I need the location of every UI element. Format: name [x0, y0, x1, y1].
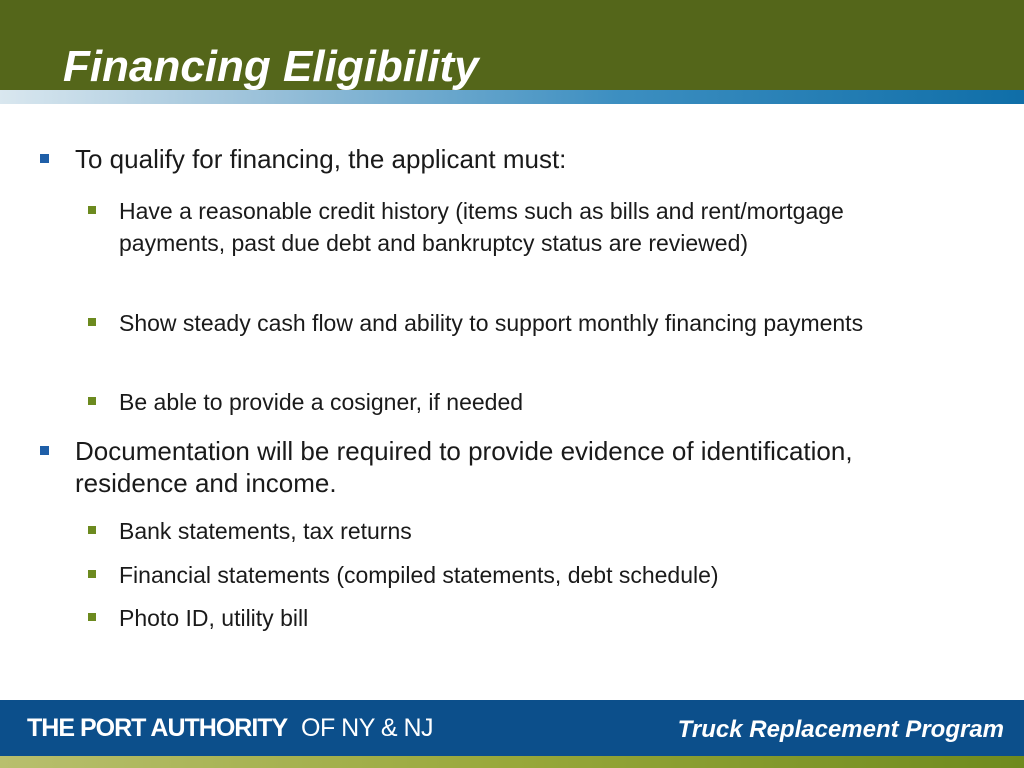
- subbullet-text: Bank statements, tax returns: [119, 518, 412, 544]
- subbullet-cosigner: [119, 386, 939, 418]
- subbullet-cash-flow: [119, 307, 939, 339]
- subbullet-text: Be able to provide a cosigner, if needed: [119, 389, 524, 415]
- subbullet-text: Show steady cash flow and ability to support monthly financing payments: [119, 310, 864, 336]
- square-bullet-icon: [88, 318, 96, 326]
- subbullet-financial-statements: [119, 559, 939, 591]
- square-bullet-icon: [40, 446, 49, 455]
- bullet-qualify: [75, 143, 955, 175]
- slide-title: Financing Eligibility: [63, 42, 479, 91]
- subbullet-photo-id: [119, 602, 939, 634]
- square-bullet-icon: [40, 154, 49, 163]
- bullet-text: To qualify for financing, the applicant must:: [75, 144, 567, 174]
- port-authority-logo-suffix: OF NY & NJ: [301, 714, 434, 742]
- subbullet-bank-statements: [119, 515, 939, 547]
- bullet-text: Documentation will be required to provide evidence of identification, residence and income.: [75, 436, 853, 498]
- square-bullet-icon: [88, 206, 96, 214]
- footer-gradient-stripe: [0, 756, 1024, 768]
- square-bullet-icon: [88, 397, 96, 405]
- square-bullet-icon: [88, 570, 96, 578]
- subbullet-credit-history: [119, 195, 939, 259]
- port-authority-logo-text: THE PORT AUTHORITY: [27, 714, 288, 742]
- program-name: Truck Replacement Program: [677, 716, 1004, 743]
- subbullet-text: Photo ID, utility bill: [119, 605, 309, 631]
- subbullet-text: Financial statements (compiled statements, debt schedule): [119, 562, 719, 588]
- bullet-documentation: [75, 435, 955, 499]
- square-bullet-icon: [88, 526, 96, 534]
- subbullet-text: Have a reasonable credit history (items such as bills and rent/mortgage payments, past due debt and bankruptcy status are reviewed): [119, 198, 844, 256]
- square-bullet-icon: [88, 613, 96, 621]
